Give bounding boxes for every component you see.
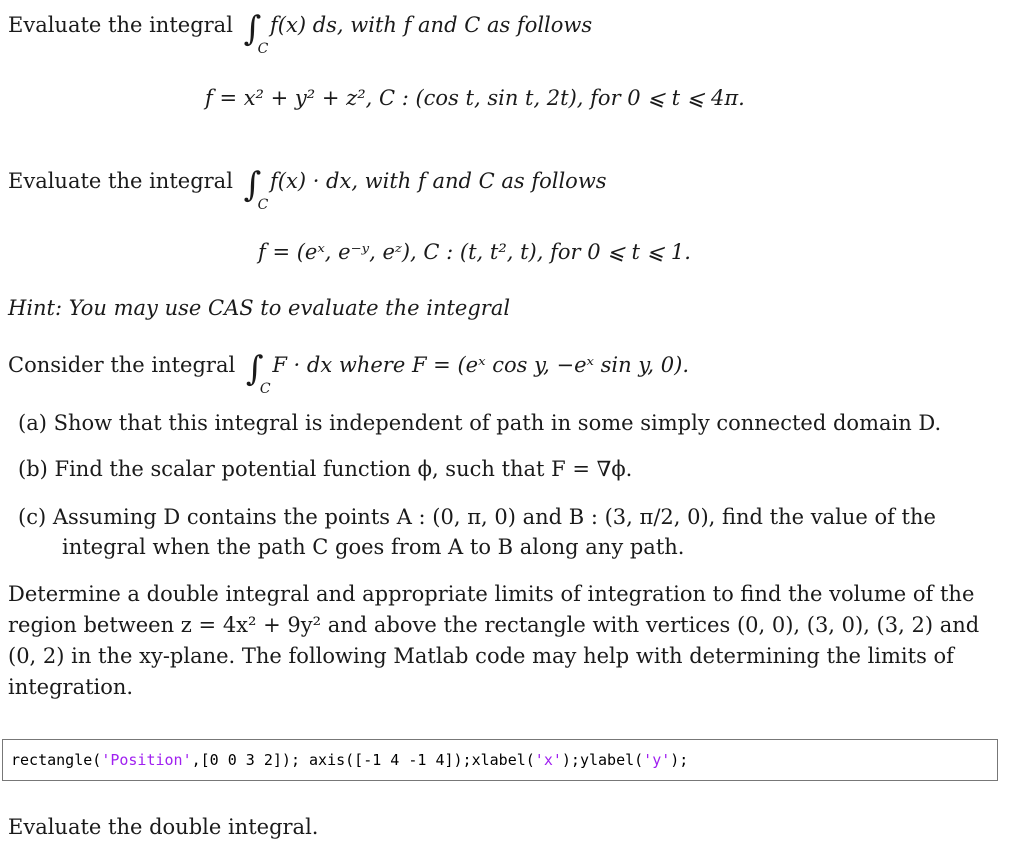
- final-instruction: Evaluate the double integral.: [8, 815, 319, 839]
- code-segment: );ylabel(: [561, 751, 644, 769]
- problem3-part-a: (a) Show that this integral is independent of path in some simply connected domain D.: [18, 411, 942, 435]
- problem3-integrand: F · dx where F = (eˣ cos y, −eˣ sin y, 0).: [272, 353, 689, 377]
- code-string: 'y': [643, 751, 671, 769]
- problem2-formula: f = (eˣ, e⁻ʸ, eᶻ), C : (t, t², t), for 0 ⩽ t ⩽ 1.: [258, 240, 691, 264]
- code-segment: ,[0 0 3 2]); axis([-1 4 -1 4]);xlabel(: [191, 751, 535, 769]
- problem1-integrand: f(x) ds, with f and C as follows: [270, 13, 593, 37]
- integral-subscript: C: [257, 197, 269, 213]
- problem1-statement: [8, 9, 593, 57]
- problem3-part-c-line1: (c) Assuming D contains the points A : (0, π, 0) and B : (3, π/2, 0), find the value of the: [18, 505, 936, 529]
- problem4-line4: integration.: [8, 675, 134, 699]
- problem3-statement: [8, 349, 689, 397]
- problem2-integrand: f(x) · dx, with f and C as follows: [270, 169, 607, 193]
- integral-sign: ∫ C: [243, 9, 269, 57]
- code-segment: rectangle(: [11, 751, 102, 769]
- problem2-intro: Evaluate the integral: [8, 169, 233, 193]
- code-segment: );: [670, 751, 689, 769]
- code-string: 'x': [534, 751, 562, 769]
- integral-sign: ∫ C: [243, 165, 269, 213]
- problem4-line3: (0, 2) in the xy-plane. The following Matlab code may help with determining the limits of: [8, 644, 954, 668]
- problem3-part-c-line2: integral when the path C goes from A to B along any path.: [62, 535, 685, 559]
- integral-subscript: C: [259, 381, 271, 397]
- problem4-line1: Determine a double integral and appropriate limits of integration to find the volume of the: [8, 582, 975, 606]
- problem1-formula: f = x² + y² + z², C : (cos t, sin t, 2t), for 0 ⩽ t ⩽ 4π.: [205, 86, 745, 110]
- problem1-intro: Evaluate the integral: [8, 13, 233, 37]
- integral-subscript: C: [257, 41, 269, 57]
- code-string: 'Position': [101, 751, 192, 769]
- integral-sign: ∫ C: [245, 349, 271, 397]
- problem3-intro: Consider the integral: [8, 353, 236, 377]
- problem3-part-b: (b) Find the scalar potential function ϕ, such that F = ∇ϕ.: [18, 457, 633, 481]
- matlab-code-block: [2, 739, 998, 781]
- problem2-statement: [8, 165, 607, 213]
- problem4-line2: region between z = 4x² + 9y² and above the rectangle with vertices (0, 0), (3, 0), (3, 2) and: [8, 613, 980, 637]
- hint-text: Hint: You may use CAS to evaluate the integral: [8, 296, 511, 320]
